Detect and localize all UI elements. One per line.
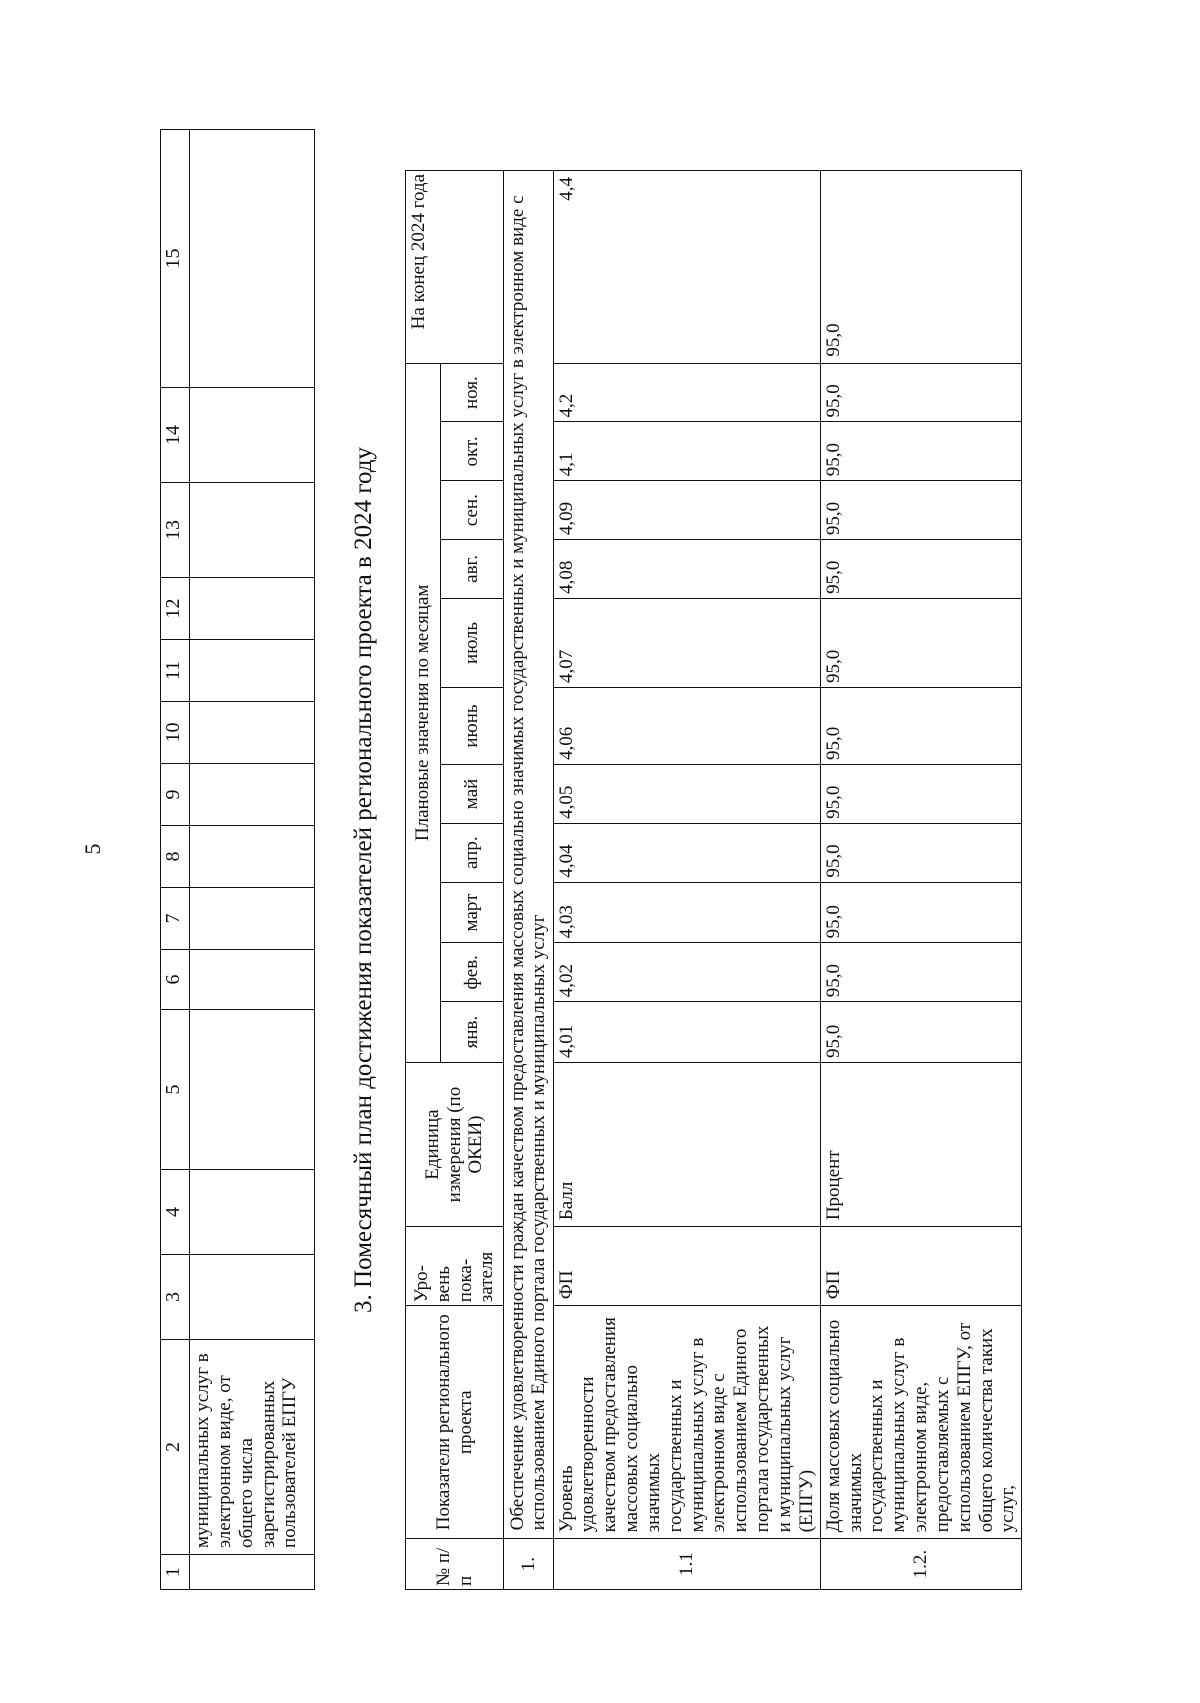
table-cell <box>190 826 315 888</box>
row-indicator: Уровень удовлетворенности качеством предоставления массовых социально значимых государственных и муниципальных услуг в электронном виде с использованием Единого портала государственных и муниципальных услуг (ЕПГУ) <box>553 1306 820 1539</box>
col-header: 8 <box>161 826 190 888</box>
col-header: 1 <box>161 1555 190 1590</box>
table-cell <box>190 640 315 702</box>
table-cell <box>190 888 315 950</box>
table-cell <box>190 1170 315 1255</box>
row-month-value: 95,0 <box>820 422 1022 481</box>
header-monthly: Плановые значения по месяцам <box>406 363 441 1062</box>
col-header: 15 <box>161 130 190 388</box>
row-month-value: 95,0 <box>820 882 1022 943</box>
continuation-header-row <box>161 130 190 1590</box>
table-cell <box>190 578 315 640</box>
group-num: 1. <box>504 1539 554 1590</box>
plan-table <box>405 170 1022 1590</box>
col-header: 13 <box>161 483 190 578</box>
page-number: 5 <box>80 843 105 855</box>
col-header: 2 <box>161 1340 190 1555</box>
header-month: июль <box>441 598 504 687</box>
row-month-value: 95,0 <box>820 823 1022 882</box>
table-cell <box>190 1255 315 1340</box>
row-month-value: 4,04 <box>553 823 820 882</box>
col-header: 6 <box>161 950 190 1010</box>
row-month-value: 95,0 <box>820 688 1022 765</box>
table-cell: муниципальных услуг в электронном виде, от общего числа зарегистрированных пользователей ЕПГУ <box>190 1340 315 1555</box>
col-header: 12 <box>161 578 190 640</box>
row-month-value: 4,2 <box>553 363 820 422</box>
header-month: фев. <box>441 943 504 1002</box>
header-unit: Единица измерения (по ОКЕИ) <box>406 1062 504 1226</box>
plan-header-row <box>406 171 441 1590</box>
row-num: 1.2. <box>820 1539 1022 1590</box>
row-month-value: 95,0 <box>820 598 1022 687</box>
col-header: 11 <box>161 640 190 702</box>
table-cell <box>190 388 315 483</box>
header-month: ноя. <box>441 363 504 422</box>
header-month: авг. <box>441 540 504 599</box>
table-cell <box>190 950 315 1010</box>
row-month-value: 4,08 <box>553 540 820 599</box>
row-month-value: 95,0 <box>820 540 1022 599</box>
table-cell <box>190 702 315 764</box>
table-cell <box>190 1010 315 1170</box>
header-level: Уро-вень пока-зателя <box>406 1227 504 1306</box>
row-month-value: 4,05 <box>553 765 820 824</box>
row-level: ФП <box>553 1227 820 1306</box>
row-unit: Балл <box>553 1062 820 1226</box>
row-month-value: 95,0 <box>820 765 1022 824</box>
group-row <box>504 171 554 1590</box>
header-year-end: На конец 2024 года <box>406 171 504 364</box>
table-row <box>553 171 820 1590</box>
header-month: июнь <box>441 688 504 765</box>
row-month-value: 4,07 <box>553 598 820 687</box>
row-month-value: 95,0 <box>820 481 1022 540</box>
row-month-value: 4,09 <box>553 481 820 540</box>
table-cell <box>190 483 315 578</box>
header-month: март <box>441 882 504 943</box>
row-month-value: 4,03 <box>553 882 820 943</box>
row-month-value: 4,02 <box>553 943 820 1002</box>
header-month: апр. <box>441 823 504 882</box>
col-header: 14 <box>161 388 190 483</box>
row-num: 1.1 <box>553 1539 820 1590</box>
col-header: 3 <box>161 1255 190 1340</box>
group-title: Обеспечение удовлетворенности граждан качеством предоставления массовых социально значимых государственных и муниципальных услуг в электронном виде с использованием Единого портала государственных и муниципальных услуг <box>504 171 554 1539</box>
continuation-data-row <box>190 130 315 1590</box>
header-month: сен. <box>441 481 504 540</box>
row-year-end-value: 4,4 <box>553 171 820 364</box>
col-header: 10 <box>161 702 190 764</box>
row-month-value: 95,0 <box>820 943 1022 1002</box>
row-month-value: 4,1 <box>553 422 820 481</box>
header-month: окт. <box>441 422 504 481</box>
header-num: № п/п <box>406 1539 504 1590</box>
table-cell <box>190 1555 315 1590</box>
section-title: 3. Помесячный план достижения показателей регионального проекта в 2024 году <box>350 447 377 1313</box>
row-month-value: 95,0 <box>820 363 1022 422</box>
table-cell <box>190 764 315 826</box>
row-month-value: 95,0 <box>820 1002 1022 1063</box>
col-header: 7 <box>161 888 190 950</box>
row-level: ФП <box>820 1227 1022 1306</box>
row-indicator: Доля массовых социально значимых государственных и муниципальных услуг в электронном виде, предоставляемых с использованием ЕПГУ, от общего количества таких услуг, <box>820 1306 1022 1539</box>
row-year-end-value: 95,0 <box>820 171 1022 364</box>
continuation-table <box>160 129 315 1590</box>
table-cell <box>190 130 315 388</box>
header-indicator: Показатели регионального проекта <box>406 1306 504 1539</box>
col-header: 4 <box>161 1170 190 1255</box>
row-unit: Процент <box>820 1062 1022 1226</box>
rotated-content <box>160 110 1200 1590</box>
row-month-value: 4,01 <box>553 1002 820 1063</box>
col-header: 5 <box>161 1010 190 1170</box>
table-row <box>820 171 1022 1590</box>
header-month: янв. <box>441 1002 504 1063</box>
row-month-value: 4,06 <box>553 688 820 765</box>
col-header: 9 <box>161 764 190 826</box>
header-month: май <box>441 765 504 824</box>
